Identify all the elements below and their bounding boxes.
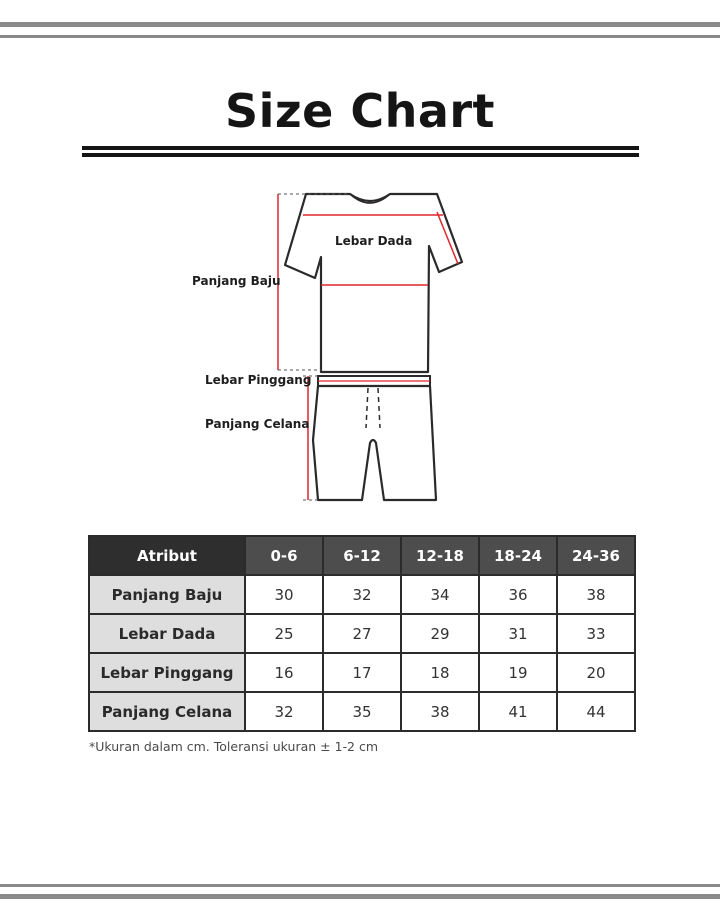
bottom-border-thin bbox=[0, 884, 720, 887]
table-cell: 36 bbox=[479, 575, 557, 614]
table-row bbox=[89, 614, 635, 653]
measurement-note: *Ukuran dalam cm. Toleransi ukuran ± 1-2 cm bbox=[89, 739, 379, 754]
table-cell: 16 bbox=[245, 653, 323, 692]
table-cell: 17 bbox=[323, 653, 401, 692]
row-label: Panjang Celana bbox=[89, 692, 245, 731]
column-header-size: 0-6 bbox=[245, 536, 323, 575]
table-cell: 31 bbox=[479, 614, 557, 653]
column-header-size: 12-18 bbox=[401, 536, 479, 575]
table-cell: 34 bbox=[401, 575, 479, 614]
table-cell: 38 bbox=[557, 575, 635, 614]
table-cell: 41 bbox=[479, 692, 557, 731]
tshirt-outline bbox=[285, 194, 462, 372]
shorts-outline bbox=[313, 386, 436, 500]
table-cell: 33 bbox=[557, 614, 635, 653]
shirt-length-label: Panjang Baju bbox=[192, 274, 281, 288]
chest-width-label: Lebar Dada bbox=[335, 234, 413, 248]
table-cell: 20 bbox=[557, 653, 635, 692]
bottom-border-thick bbox=[0, 894, 720, 899]
table-header-row bbox=[89, 536, 635, 575]
row-label: Lebar Pinggang bbox=[89, 653, 245, 692]
table-cell: 44 bbox=[557, 692, 635, 731]
table-cell: 30 bbox=[245, 575, 323, 614]
size-table bbox=[88, 535, 636, 732]
table-row bbox=[89, 575, 635, 614]
column-header-size: 24-36 bbox=[557, 536, 635, 575]
table-cell: 35 bbox=[323, 692, 401, 731]
table-cell: 18 bbox=[401, 653, 479, 692]
table-cell: 19 bbox=[479, 653, 557, 692]
column-header-attribute: Atribut bbox=[89, 536, 245, 575]
table-row bbox=[89, 653, 635, 692]
table-cell: 32 bbox=[245, 692, 323, 731]
table-cell: 27 bbox=[323, 614, 401, 653]
table-row bbox=[89, 692, 635, 731]
column-header-size: 6-12 bbox=[323, 536, 401, 575]
table-cell: 38 bbox=[401, 692, 479, 731]
row-label: Panjang Baju bbox=[89, 575, 245, 614]
column-header-size: 18-24 bbox=[479, 536, 557, 575]
table-cell: 25 bbox=[245, 614, 323, 653]
pants-length-label: Panjang Celana bbox=[205, 417, 310, 431]
table-cell: 29 bbox=[401, 614, 479, 653]
table-cell: 32 bbox=[323, 575, 401, 614]
page-title: Size Chart bbox=[224, 84, 496, 138]
waist-width-label: Lebar Pinggang bbox=[205, 373, 312, 387]
row-label: Lebar Dada bbox=[89, 614, 245, 653]
